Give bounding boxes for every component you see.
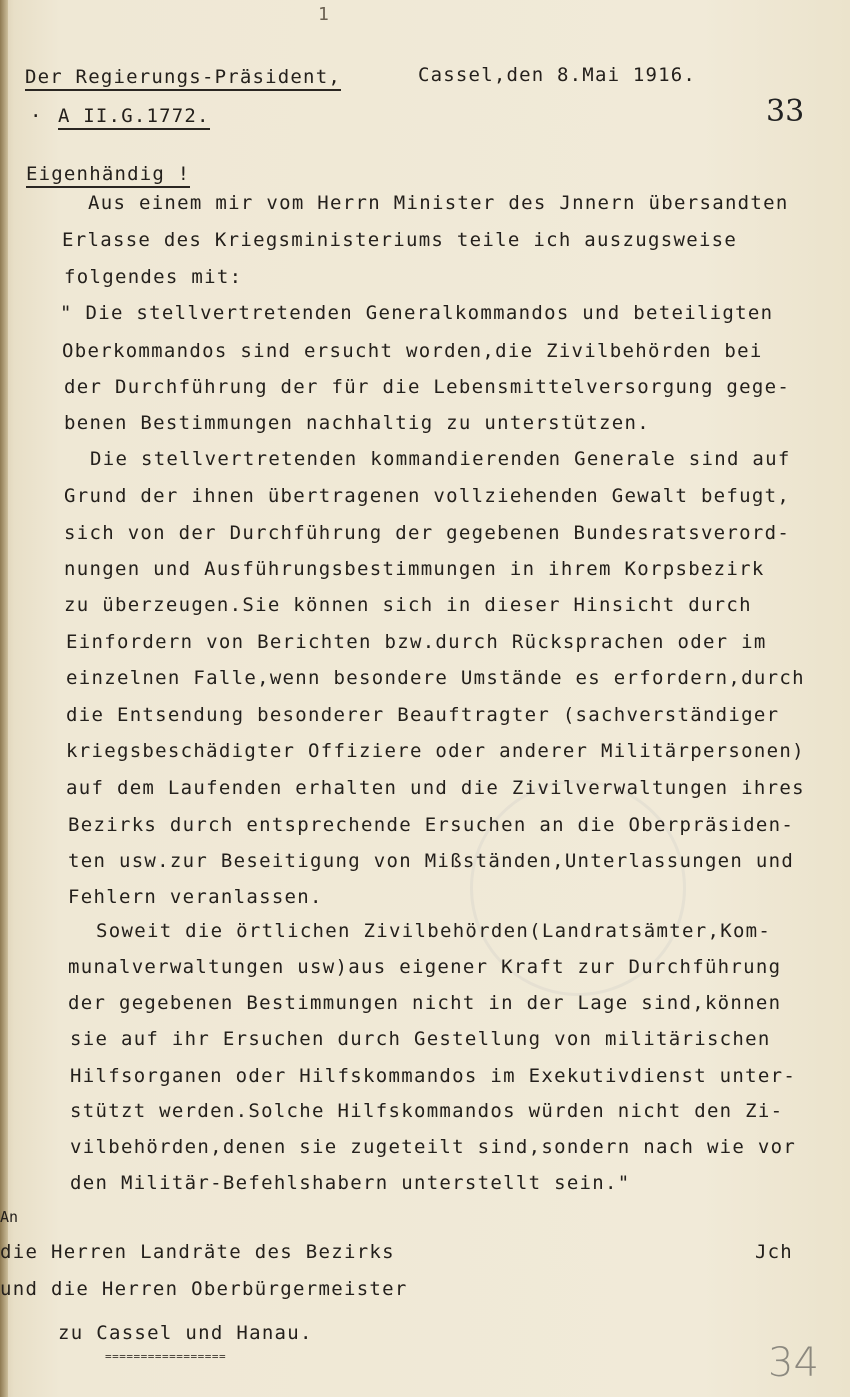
binding-edge: [0, 0, 8, 1397]
reference-number: A II.G.1772.: [58, 105, 210, 130]
body-line: munalverwaltungen usw)aus eigener Kraft zur Durchführung: [68, 956, 782, 978]
body-line: Hilfsorganen oder Hilfskommandos im Exekutivdienst unter-: [70, 1065, 797, 1087]
place-date: Cassel,den 8.Mai 1916.: [418, 64, 697, 86]
body-line: kriegsbeschädigter Offiziere oder anderer Militärpersonen): [66, 740, 805, 762]
signature-start: Jch: [755, 1241, 793, 1263]
sender-heading: Der Regierungs-Präsident,: [25, 66, 341, 91]
page-number-top: 1: [318, 4, 331, 25]
recipient-line: die Herren Landräte des Bezirks: [0, 1241, 395, 1263]
body-line: Oberkommandos sind ersucht worden,die Zivilbehörden bei: [62, 340, 763, 362]
typed-rule: =================: [105, 1350, 227, 1363]
body-line: der Durchführung der für die Lebensmittelversorgung gege-: [64, 376, 791, 398]
body-line: Erlasse des Kriegsministeriums teile ich auszugsweise: [62, 229, 738, 251]
body-line: auf dem Laufenden erhalten und die Zivilverwaltungen ihres: [66, 777, 805, 799]
body-line: Die stellvertretenden kommandierenden Generale sind auf: [90, 448, 791, 470]
body-line: die Entsendung besonderer Beauftragter (sachverständiger: [66, 704, 780, 726]
recipient-line: zu Cassel und Hanau.: [58, 1322, 313, 1344]
body-line: benen Bestimmungen nachhaltig zu unterstützen.: [64, 412, 650, 434]
body-line: sie auf ihr Ersuchen durch Gestellung von militärischen: [70, 1028, 771, 1050]
marking-eigenhaendig: Eigenhändig !: [26, 163, 190, 188]
body-line: vilbehörden,denen sie zugeteilt sind,sondern nach wie vor: [70, 1136, 797, 1158]
body-line: stützt werden.Solche Hilfskommandos würden nicht den Zi-: [70, 1100, 784, 1122]
body-line: Fehlern veranlassen.: [68, 886, 323, 908]
body-line: folgendes mit:: [64, 266, 243, 288]
body-line: Grund der ihnen übertragenen vollziehenden Gewalt befugt,: [64, 485, 791, 507]
body-line: Einfordern von Berichten bzw.durch Rücksprachen oder im: [66, 631, 767, 653]
body-line: einzelnen Falle,wenn besondere Umstände es erfordern,durch: [66, 667, 805, 689]
recipient-an: An: [0, 1208, 19, 1226]
reference-dot: ·: [30, 105, 43, 127]
body-line: den Militär-Befehlshabern unterstellt sein.": [70, 1172, 631, 1194]
body-line: sich von der Durchführung der gegebenen Bundesratsverord-: [64, 522, 791, 544]
body-line: Soweit die örtlichen Zivilbehörden(Landratsämter,Kom-: [96, 920, 772, 942]
body-line: Bezirks durch entsprechende Ersuchen an die Oberpräsiden-: [68, 814, 795, 836]
body-line: ten usw.zur Beseitigung von Mißständen,Unterlassungen und: [68, 850, 795, 872]
body-line: zu überzeugen.Sie können sich in dieser Hinsicht durch: [64, 594, 752, 616]
body-line: Aus einem mir vom Herrn Minister des Jnnern übersandten: [88, 192, 789, 214]
recipient-line: und die Herren Oberbürgermeister: [0, 1278, 408, 1300]
body-line: nungen und Ausführungsbestimmungen in ihrem Korpsbezirk: [64, 558, 765, 580]
body-line: der gegebenen Bestimmungen nicht in der Lage sind,können: [68, 992, 782, 1014]
body-line: " Die stellvertretenden Generalkommandos und beteiligten: [60, 302, 774, 324]
folio-number-top: 33: [766, 94, 805, 129]
folio-number-bottom: 34: [768, 1340, 819, 1386]
